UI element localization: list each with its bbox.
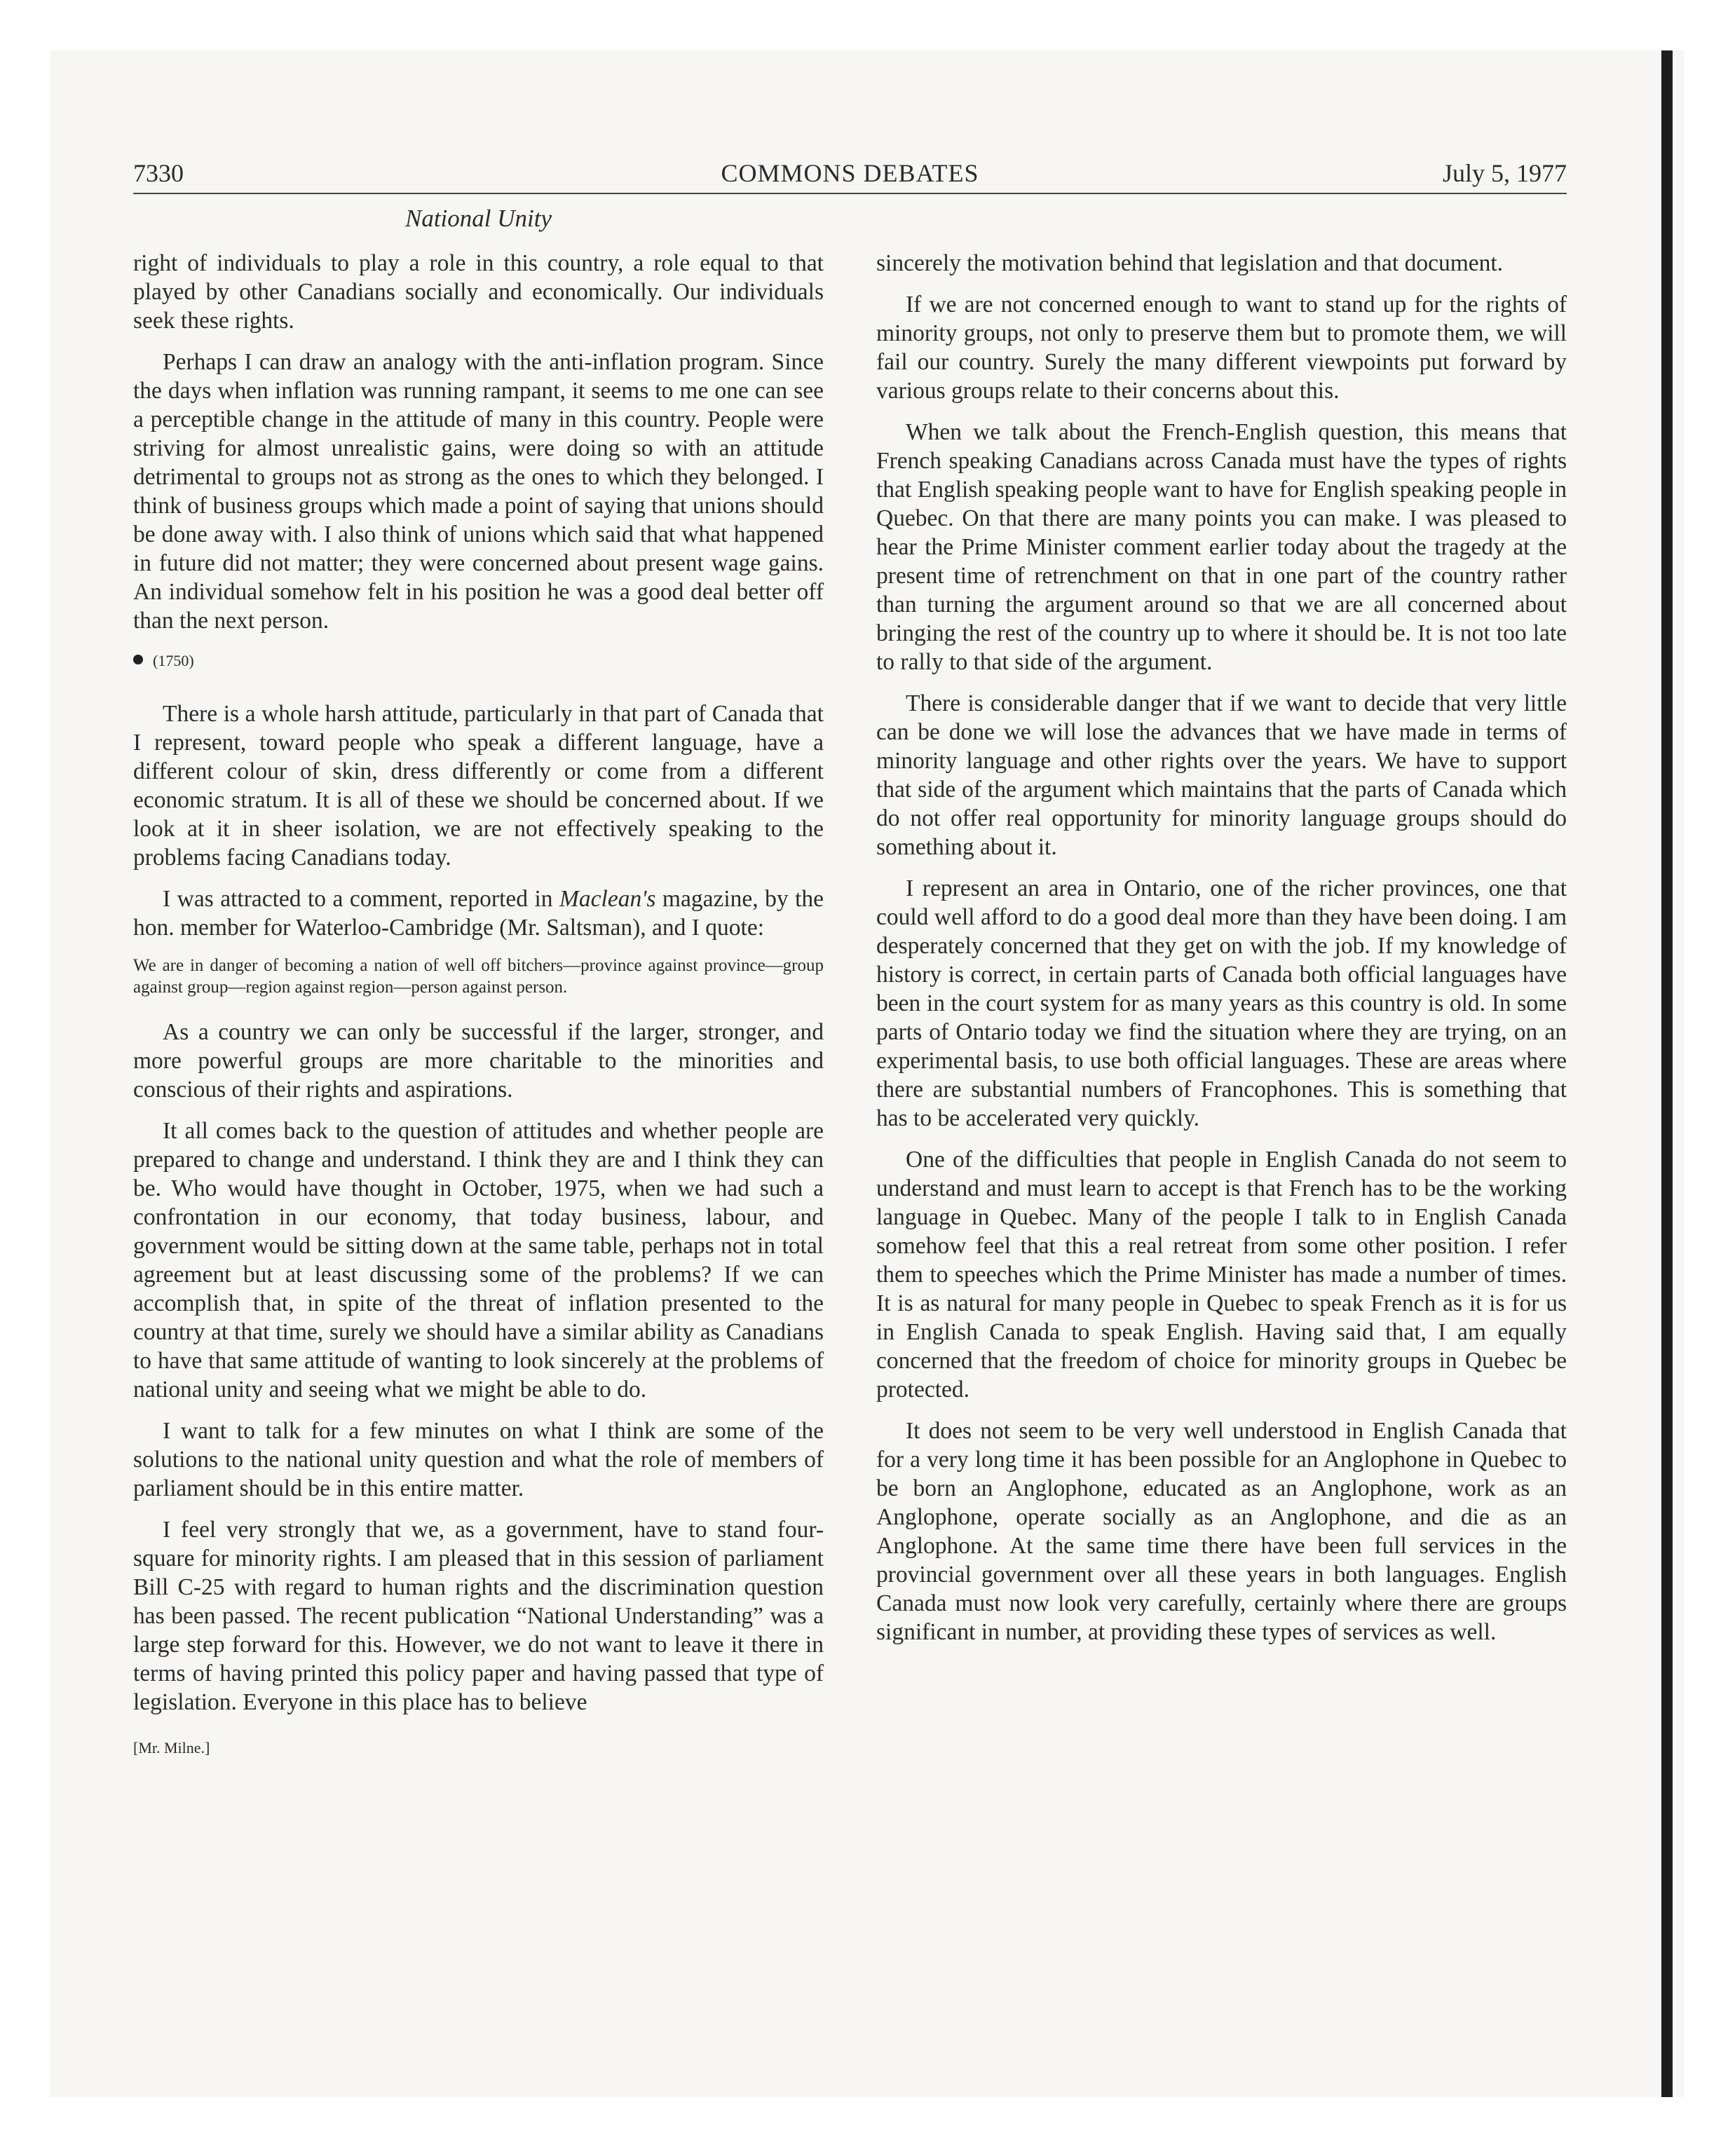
right-column [876,249,1567,1659]
magazine-title: Maclean's [559,886,656,912]
paragraph: right of individuals to play a role in this country, a role equal to that played by other Canadians socially and economically. Our individuals seek these rights. [133,250,824,334]
paragraph: I feel very strongly that we, as a government, have to stand four-square for minority rights. I am pleased that in this session of parliament Bill C-25 with regard to human rights and the discrimination question has been passed. The recent publication “National Understanding” was a large step forward for this. However, we do not want to leave it there in terms of having printed this policy paper and having passed that type of legislation. Everyone in this place has to believe [133,1517,824,1715]
paragraph: There is a whole harsh attitude, particularly in that part of Canada that I represent, toward people who speak a different language, have a different colour of skin, dress differently or come from a different economic stratum. It is all of these we should be concerned about. If we look at it in sheer isolation, we are not effectively speaking to the problems facing Canadians today. [133,701,824,871]
scan-edge-bar [1661,50,1673,2097]
header-rule [133,193,1567,194]
paragraph: I represent an area in Ontario, one of the richer provinces, one that could well afford to do a good deal more than they have been doing. I am desperately concerned that they get on with the job. If my knowledge of history is correct, in certain parts of Canada both official languages have been in the court system for as many years as this country is old. In some parts of Ontario today we find the situation where they are trying, on an experimental basis, to use both official languages. These are areas where there are substantial numbers of Francophones. This is something that has to be accelerated very quickly. [876,875,1567,1131]
left-column [133,249,824,1762]
bullet-icon [133,655,143,664]
timestamp-text: (1750) [153,652,194,669]
page-number: 7330 [133,159,184,187]
section-title: National Unity [404,205,552,232]
timestamp-marker [133,650,824,671]
paragraph: There is considerable danger that if we want to decide that very little can be done we will lose the advances that we have made in terms of minority language and other rights over the years. We have to support that side of the argument which maintains that the parts of Canada which do not offer real opportunity for minority language groups should do something about it. [876,690,1567,860]
paragraph: When we talk about the French-English question, this means that French speaking Canadians across Canada must have the types of rights that English speaking people want to have for English speaking people in Quebec. On that there are many points you can make. I was pleased to hear the Prime Minister comment earlier today about the tragedy at the present time of retrenchment on that in one part of the country rather than turning the argument around so that we are all concerned about bringing the rest of the country up to where it should be. It is not too late to rally to that side of the argument. [876,419,1567,675]
paragraph: It does not seem to be very well understood in English Canada that for a very long time it has been possible for an Anglophone in Quebec to be born an Anglophone, educated as an Anglophone, work as an Anglophone, operate socially as an Anglophone, and die as an Anglophone. At the same time there have been full services in the provincial government over all these years in both languages. English Canada must now look very carefully, certainly where there are groups significant in number, at providing these types of services as well. [876,1418,1567,1645]
paragraph: One of the difficulties that people in English Canada do not seem to understand and must learn to accept is that French has to be the working language in Quebec. Many of the people I talk to in English Canada somehow feel that this a real retreat from some other position. I refer them to speeches which the Prime Minister has made a number of times. It is as natural for many people in Quebec to speak French as it is for us in English Canada to speak English. Having said that, I am equally concerned that the freedom of choice for minority groups in Quebec be protected. [876,1147,1567,1403]
paragraph: Perhaps I can draw an analogy with the anti-inflation program. Since the days when inflation was running rampant, it seems to me one can see a perceptible change in the attitude of many in this country. People were striving for almost unrealistic gains, were doing so with an attitude detrimental to groups not as strong as the ones to which they belonged. I think of business groups which made a point of saying that unions should be done away with. I also think of unions which said that what happened in future did not matter; they were concerned about present wage gains. An individual somehow felt in his position he was a good deal better off than the next person. [133,349,824,634]
paragraph-text: magazine, by the hon. member for Waterloo-Cambridge (Mr. Saltsman), and I quote: [133,886,824,941]
journal-title: COMMONS DEBATES [721,159,979,187]
block-quote: We are in danger of becoming a nation of well off bitchers—province against province—group against group—region against region—person against person. [133,956,824,997]
page-header [133,158,1567,193]
speaker-attribution: [Mr. Milne.] [133,1739,210,1756]
paragraph: It all comes back to the question of attitudes and whether people are prepared to change and understand. I think they are and I think they can be. Who would have thought in October, 1975, when we had such a confrontation in our economy, that today business, labour, and government would be sitting down at the same table, perhaps not in total agreement but at least discussing some of the problems? If we can accomplish that, in spite of the threat of inflation presented to the country at that time, surely we should have a similar ability as Canadians to have that same attitude of wanting to look sincerely at the problems of national unity and seeing what we might be able to do. [133,1118,824,1403]
paragraph [133,885,824,942]
paragraph-text: I was attracted to a comment, reported in [163,886,560,912]
paragraph: As a country we can only be successful if the larger, stronger, and more powerful groups are more charitable to the minorities and conscious of their rights and aspirations. [133,1019,824,1103]
paragraph: I want to talk for a few minutes on what I think are some of the solutions to the national unity question and what the role of members of parliament should be in this entire matter. [133,1418,824,1501]
paragraph: If we are not concerned enough to want to stand up for the rights of minority groups, not only to preserve them but to promote them, we will fail our country. Surely the many different viewpoints put forward by various groups relate to their concerns about this. [876,292,1567,404]
paragraph: sincerely the motivation behind that legislation and that document. [876,250,1504,276]
issue-date: July 5, 1977 [1442,159,1567,187]
